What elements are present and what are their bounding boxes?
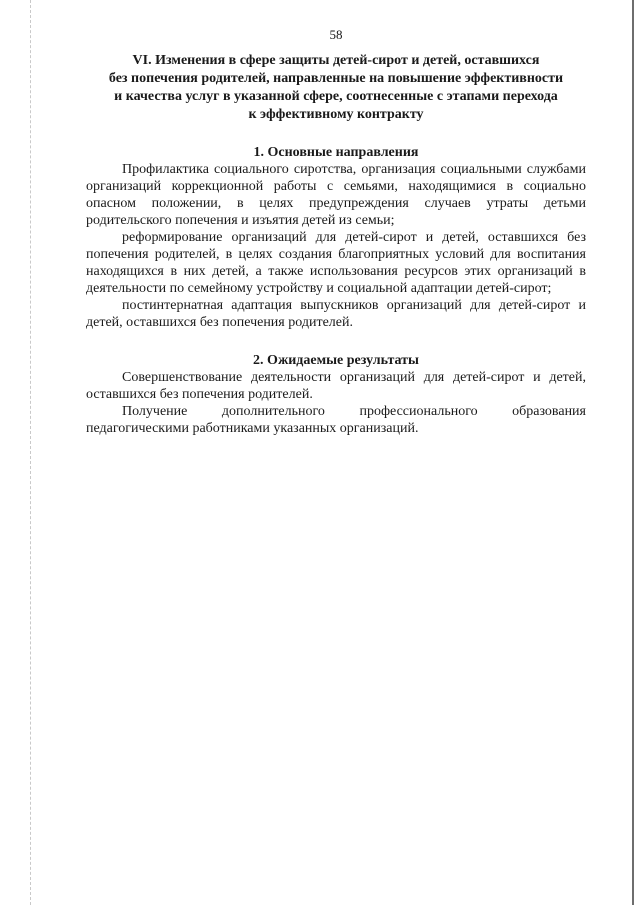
results-heading: 2. Ожидаемые результаты — [253, 353, 419, 368]
section-title-line: VI. Изменения в сфере защиты детей-сирот и детей, оставшихся — [132, 53, 540, 68]
page-number: 58 — [329, 27, 343, 42]
scan-right-edge — [632, 0, 634, 905]
results-paragraph: Получение дополнительного профессионального образования педагогическими работниками указанных организаций. — [86, 404, 586, 436]
section-title-line: без попечения родителей, направленные на повышение эффективности — [108, 71, 564, 86]
directions-paragraph: Профилактика социального сиротства, организация социальными службами организаций коррекционной работы с семьями, находящимися в социально опасном положении, в целях предупреждения случаев утраты детьми родительского попечения и изъятия детей из семьи; — [86, 162, 586, 228]
section-title — [86, 52, 586, 124]
directions-paragraph: реформирование организаций для детей-сирот и детей, оставшихся без попечения родителей, в целях создания благоприятных условий для воспитания находящихся в них детей, а также использования ресурсов этих организаций в деятельности по семейному устройству и социальной адаптации детей-сирот; — [86, 230, 586, 296]
scan-left-edge — [30, 0, 31, 905]
section-title-line: к эффективному контракту — [248, 107, 424, 122]
section-title-line: и качества услуг в указанной сфере, соотнесенные с этапами перехода — [114, 89, 558, 104]
results-paragraph: Совершенствование деятельности организаций для детей-сирот и детей, оставшихся без попечения родителей. — [86, 370, 586, 402]
directions-paragraph: постинтернатная адаптация выпускников организаций для детей-сирот и детей, оставшихся без попечения родителей. — [86, 298, 586, 330]
directions-heading: 1. Основные направления — [253, 145, 419, 160]
page-content — [86, 52, 586, 437]
